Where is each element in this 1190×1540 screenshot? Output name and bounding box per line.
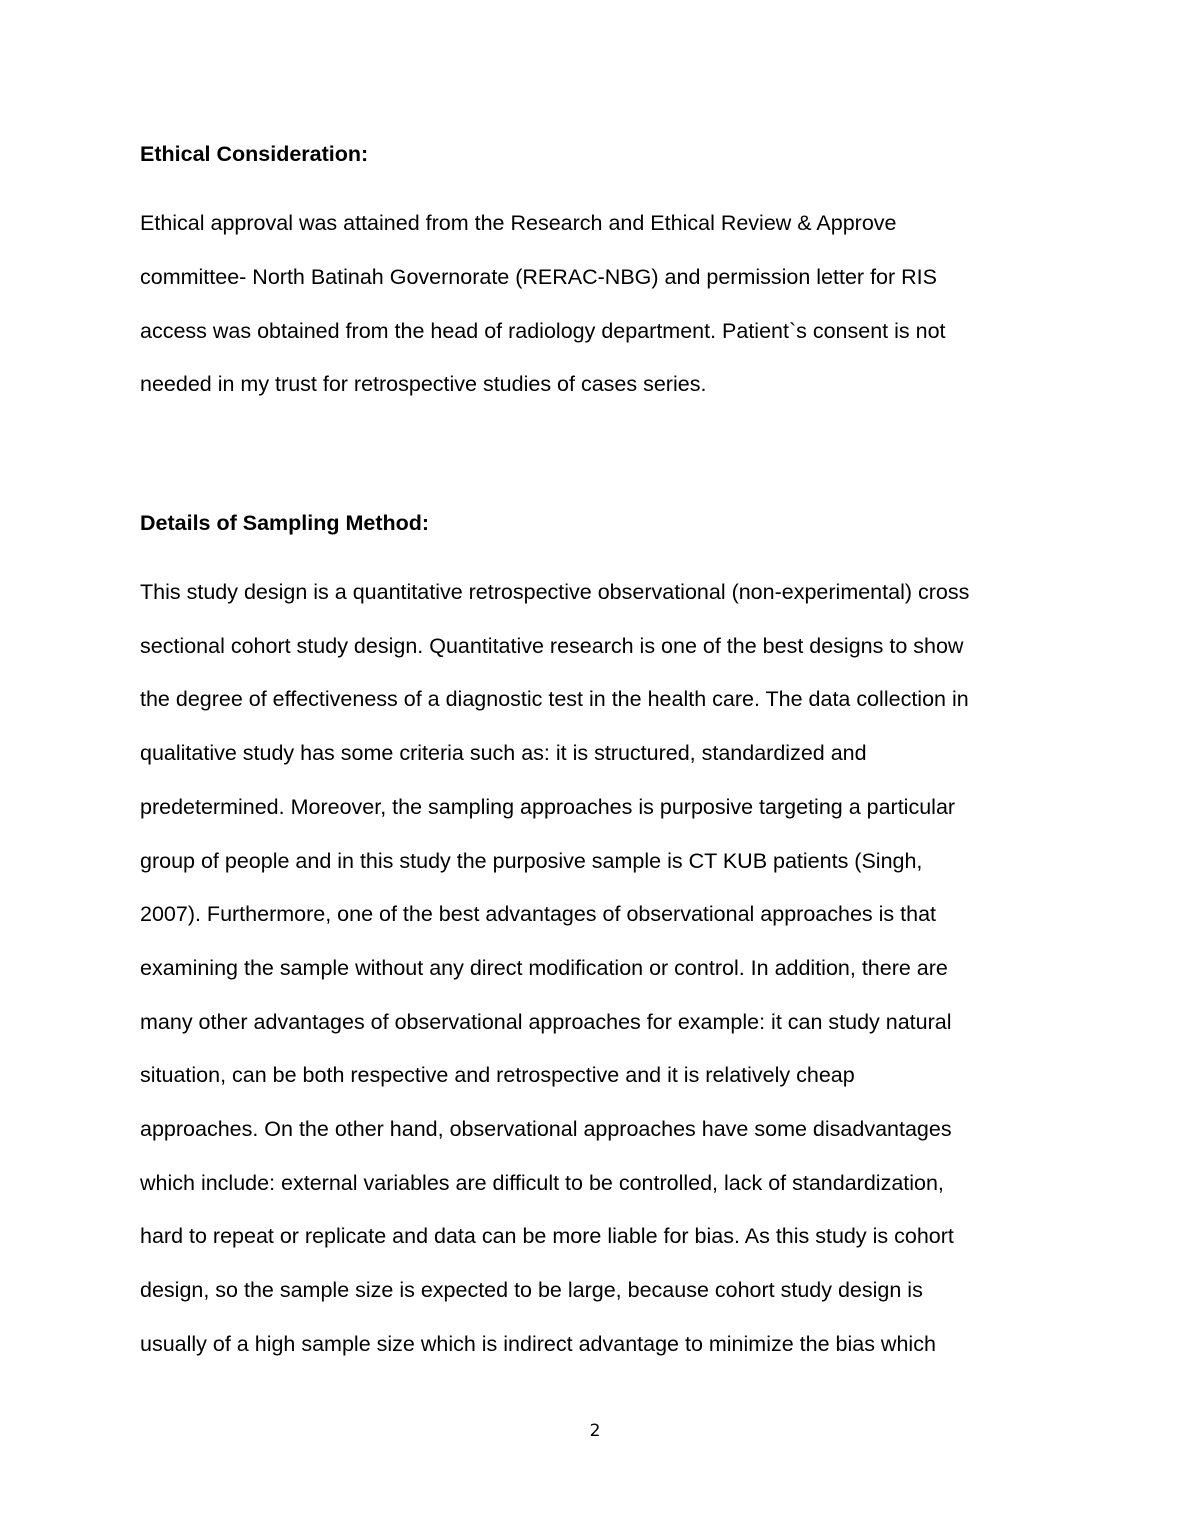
paragraph-line: which include: external variables are difficult to be controlled, lack of standardization, — [140, 1171, 944, 1195]
paragraph-line: needed in my trust for retrospective studies of cases series. — [140, 372, 707, 396]
paragraph-line: qualitative study has some criteria such as: it is structured, standardized and — [140, 741, 867, 765]
paragraph-line: examining the sample without any direct modification or control. In addition, there are — [140, 956, 948, 980]
paragraph-line: situation, can be both respective and retrospective and it is relatively cheap — [140, 1063, 855, 1087]
paragraph-line: committee- North Batinah Governorate (RERAC-NBG) and permission letter for RIS — [140, 265, 937, 289]
paragraph-line: approaches. On the other hand, observational approaches have some disadvantages — [140, 1117, 952, 1141]
paragraph-line: This study design is a quantitative retrospective observational (non-experimental) cross — [140, 580, 970, 604]
paragraph-line: the degree of effectiveness of a diagnostic test in the health care. The data collection in — [140, 687, 969, 711]
paragraph-line: 2007). Furthermore, one of the best advantages of observational approaches is that — [140, 902, 936, 926]
paragraph-line: predetermined. Moreover, the sampling approaches is purposive targeting a particular — [140, 795, 956, 819]
paragraph-line: design, so the sample size is expected to be large, because cohort study design is — [140, 1278, 923, 1302]
paragraph-line: hard to repeat or replicate and data can be more liable for bias. As this study is cohort — [140, 1224, 954, 1248]
page-number: 2 — [589, 1421, 601, 1441]
paragraph-line: access was obtained from the head of radiology department. Patient`s consent is not — [140, 319, 946, 343]
section-heading-sampling-method: Details of Sampling Method: — [140, 511, 430, 535]
paragraph-line: many other advantages of observational approaches for example: it can study natural — [140, 1010, 952, 1034]
section-heading-ethical-consideration: Ethical Consideration: — [140, 142, 369, 166]
paragraph-line: Ethical approval was attained from the Research and Ethical Review & Approve — [140, 211, 897, 235]
paragraph-line: usually of a high sample size which is indirect advantage to minimize the bias which — [140, 1332, 936, 1356]
paragraph-line: group of people and in this study the purposive sample is CT KUB patients (Singh, — [140, 849, 923, 873]
paragraph-line: sectional cohort study design. Quantitative research is one of the best designs to show — [140, 634, 964, 658]
